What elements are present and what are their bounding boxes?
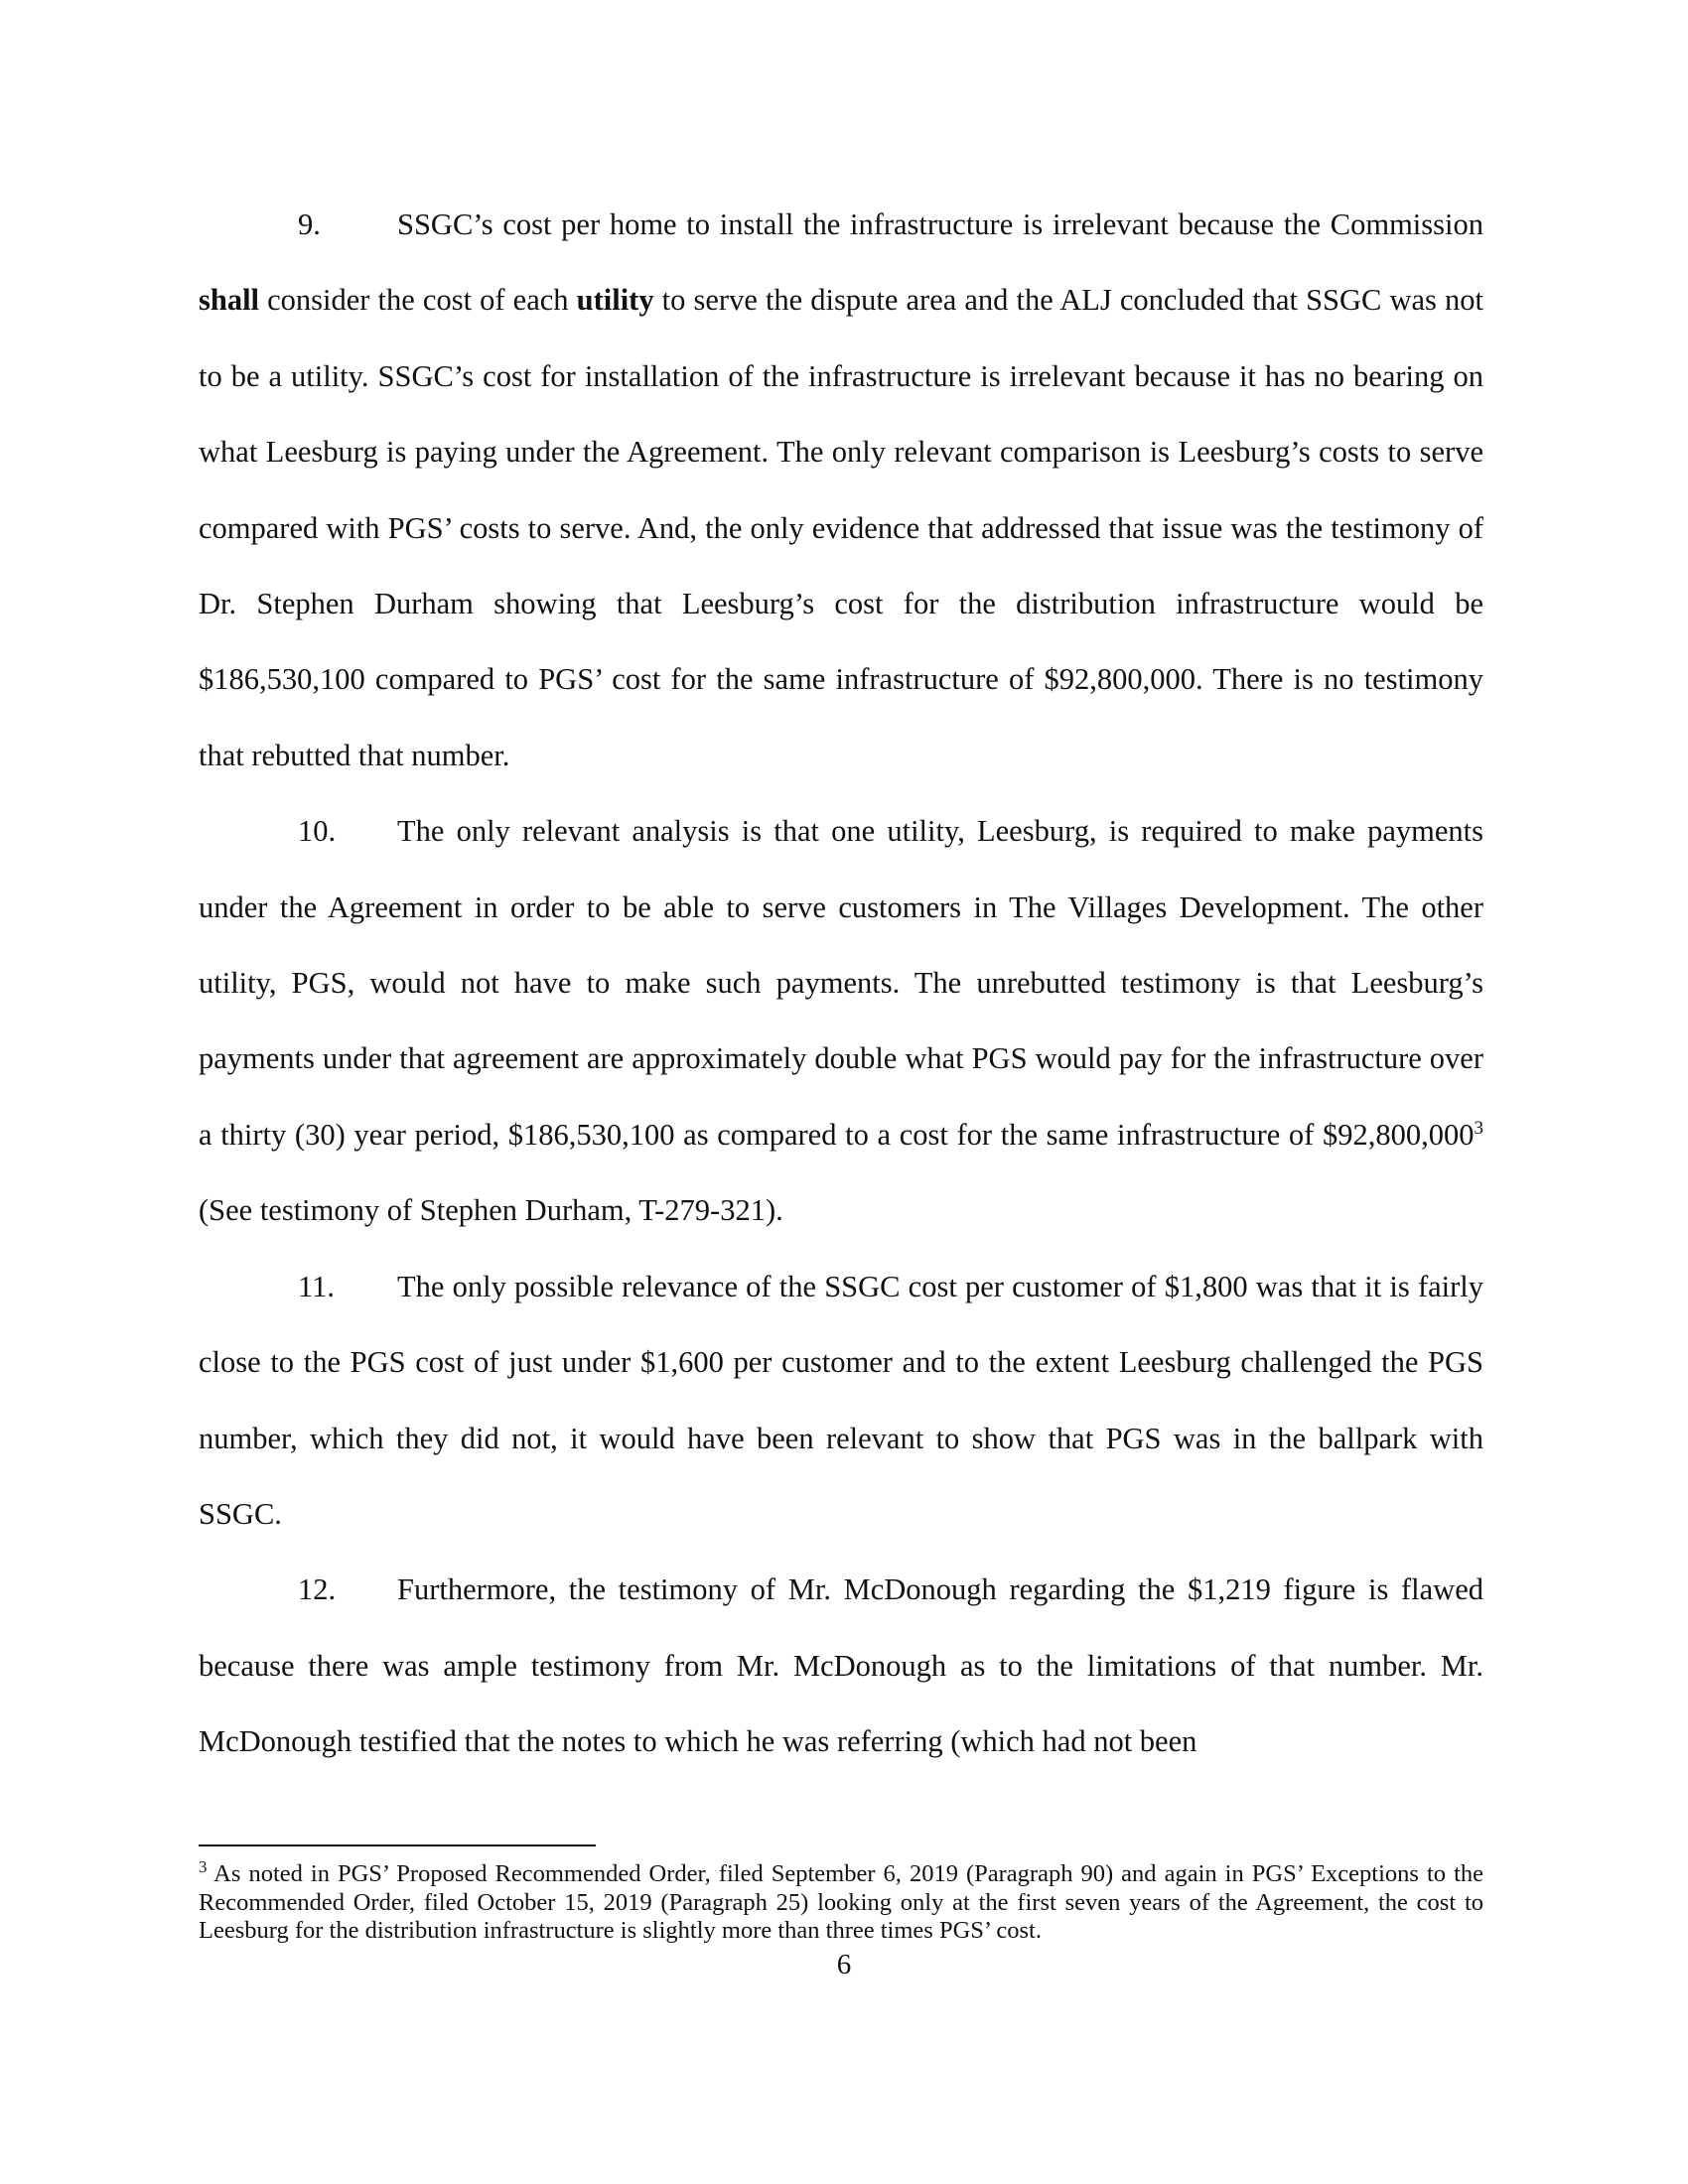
document-body (199, 187, 1483, 1780)
emphasis-utility: utility (576, 283, 654, 318)
footnote-marker: 3 (199, 1856, 208, 1876)
paragraph-number: 11. (298, 1269, 335, 1303)
paragraph-text: Furthermore, the testimony of Mr. McDonough regarding the $1,219 figure is flawed because there was ample testimony from Mr. McDonough as to the limitations of that number. Mr. McDonough testified that the notes to which he was referring (which had not been (199, 1572, 1483, 1759)
paragraph-number: 9. (298, 207, 321, 241)
paragraph-number: 12. (298, 1572, 337, 1607)
paragraph-10 (199, 793, 1483, 1248)
paragraph-text: SSGC’s cost per home to install the infrastructure is irrelevant because the Commission (397, 207, 1483, 241)
paragraph-12 (199, 1552, 1483, 1779)
paragraph-text: (See testimony of Stephen Durham, T-279-321). (199, 1193, 783, 1228)
paragraph-9 (199, 187, 1483, 793)
paragraph-number: 10. (298, 814, 337, 849)
footnote (199, 1856, 1483, 1946)
paragraph-text: to serve the dispute area and the ALJ concluded that SSGC was not to be a utility. SSGC’s cost for installation of the infrastructure is irrelevant because it has no bearing on what Leesburg is paying under the Agreement. The only relevant comparison is Leesburg’s costs to serve compared with PGS’ costs to serve. And, the only evidence that addressed that issue was the testimony of Dr. Stephen Durham showing that Leesburg’s cost for the distribution infrastructure would be $186,530,100 compared to PGS’ cost for the same infrastructure of $92,800,000. There is no testimony that rebutted that number. (199, 283, 1483, 772)
paragraph-text: The only possible relevance of the SSGC cost per customer of $1,800 was that it is fairly close to the PGS cost of just under $1,600 per customer and to the extent Leesburg challenged the PGS number, which they did not, it would have been relevant to show that PGS was in the ballpark with SSGC. (199, 1269, 1483, 1531)
paragraph-text: The only relevant analysis is that one utility, Leesburg, is required to make payments under the Agreement in order to be able to serve customers in The Villages Development. The other utility, PGS, would not have to make such payments. The unrebutted testimony is that Leesburg’s payments under that agreement are approximately double what PGS would pay for the infrastructure over a thirty (30) year period, $186,530,100 as compared to a cost for the same infrastructure of $92,800,000 (199, 814, 1483, 1152)
paragraph-11 (199, 1249, 1483, 1553)
footnote-separator (199, 1844, 596, 1846)
emphasis-shall: shall (199, 283, 260, 318)
page-number: 6 (836, 1949, 852, 1980)
footnote-text: As noted in PGS’ Proposed Recommended Order, filed September 6, 2019 (Paragraph 90) and again in PGS’ Exceptions to the Recommended Order, filed October 15, 2019 (Paragraph 25) looking only at the first seven years of the Agreement, the cost to Leesburg for the distribution infrastructure is slightly more than three times PGS’ cost. (199, 1860, 1483, 1944)
paragraph-text: consider the cost of each (259, 283, 577, 318)
footnote-reference[interactable]: 3 (1474, 1117, 1483, 1139)
